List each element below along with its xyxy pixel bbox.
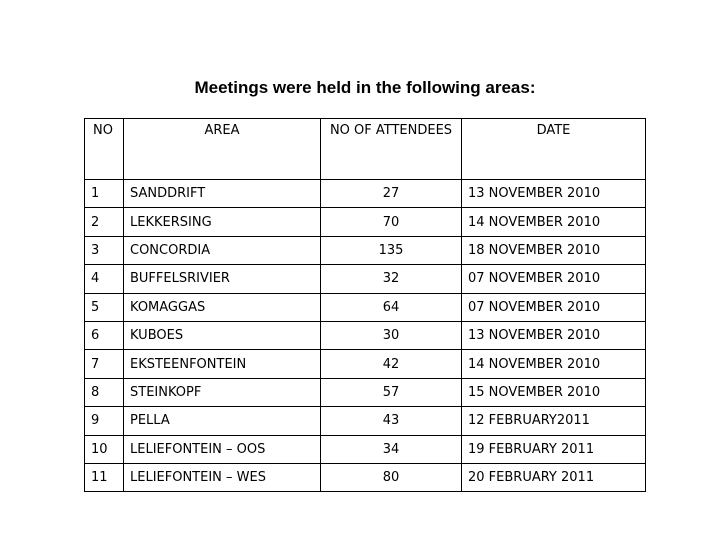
table-row <box>85 236 646 264</box>
cell-area: PELLA <box>124 407 321 435</box>
table-row <box>85 208 646 236</box>
cell-area: KUBOES <box>124 321 321 349</box>
header-date: DATE <box>462 119 646 180</box>
cell-attendees: 135 <box>321 236 462 264</box>
table-row <box>85 407 646 435</box>
cell-attendees: 64 <box>321 293 462 321</box>
cell-date: 20 FEBRUARY 2011 <box>462 463 646 491</box>
header-no: NO <box>85 119 124 180</box>
cell-area: EKSTEENFONTEIN <box>124 350 321 378</box>
cell-area: SANDDRIFT <box>124 180 321 208</box>
cell-attendees: 43 <box>321 407 462 435</box>
table-row <box>85 180 646 208</box>
cell-date: 18 NOVEMBER 2010 <box>462 236 646 264</box>
cell-date: 12 FEBRUARY2011 <box>462 407 646 435</box>
cell-attendees: 32 <box>321 265 462 293</box>
cell-no: 5 <box>85 293 124 321</box>
cell-no: 3 <box>85 236 124 264</box>
cell-no: 2 <box>85 208 124 236</box>
cell-date: 13 NOVEMBER 2010 <box>462 180 646 208</box>
cell-attendees: 27 <box>321 180 462 208</box>
cell-date: 15 NOVEMBER 2010 <box>462 378 646 406</box>
cell-date: 14 NOVEMBER 2010 <box>462 208 646 236</box>
cell-no: 9 <box>85 407 124 435</box>
header-area: AREA <box>124 119 321 180</box>
cell-no: 6 <box>85 321 124 349</box>
cell-date: 07 NOVEMBER 2010 <box>462 265 646 293</box>
cell-date: 19 FEBRUARY 2011 <box>462 435 646 463</box>
page-title: Meetings were held in the following areas: <box>194 78 536 97</box>
table-header-row <box>85 119 646 180</box>
cell-area: BUFFELSRIVIER <box>124 265 321 293</box>
cell-attendees: 70 <box>321 208 462 236</box>
table-row <box>85 265 646 293</box>
cell-attendees: 57 <box>321 378 462 406</box>
cell-area: LEKKERSING <box>124 208 321 236</box>
cell-no: 4 <box>85 265 124 293</box>
table-row <box>85 378 646 406</box>
cell-attendees: 34 <box>321 435 462 463</box>
cell-attendees: 80 <box>321 463 462 491</box>
cell-attendees: 42 <box>321 350 462 378</box>
cell-date: 13 NOVEMBER 2010 <box>462 321 646 349</box>
cell-no: 1 <box>85 180 124 208</box>
cell-area: LELIEFONTEIN – OOS <box>124 435 321 463</box>
cell-no: 10 <box>85 435 124 463</box>
table-row <box>85 463 646 491</box>
cell-area: CONCORDIA <box>124 236 321 264</box>
meetings-table <box>84 118 646 492</box>
cell-no: 7 <box>85 350 124 378</box>
table-row <box>85 293 646 321</box>
cell-no: 11 <box>85 463 124 491</box>
header-attendees: NO OF ATTENDEES <box>321 119 462 180</box>
cell-area: LELIEFONTEIN – WES <box>124 463 321 491</box>
cell-date: 07 NOVEMBER 2010 <box>462 293 646 321</box>
cell-date: 14 NOVEMBER 2010 <box>462 350 646 378</box>
table-row <box>85 321 646 349</box>
cell-area: STEINKOPF <box>124 378 321 406</box>
table-row <box>85 350 646 378</box>
table-row <box>85 435 646 463</box>
cell-attendees: 30 <box>321 321 462 349</box>
cell-area: KOMAGGAS <box>124 293 321 321</box>
cell-no: 8 <box>85 378 124 406</box>
